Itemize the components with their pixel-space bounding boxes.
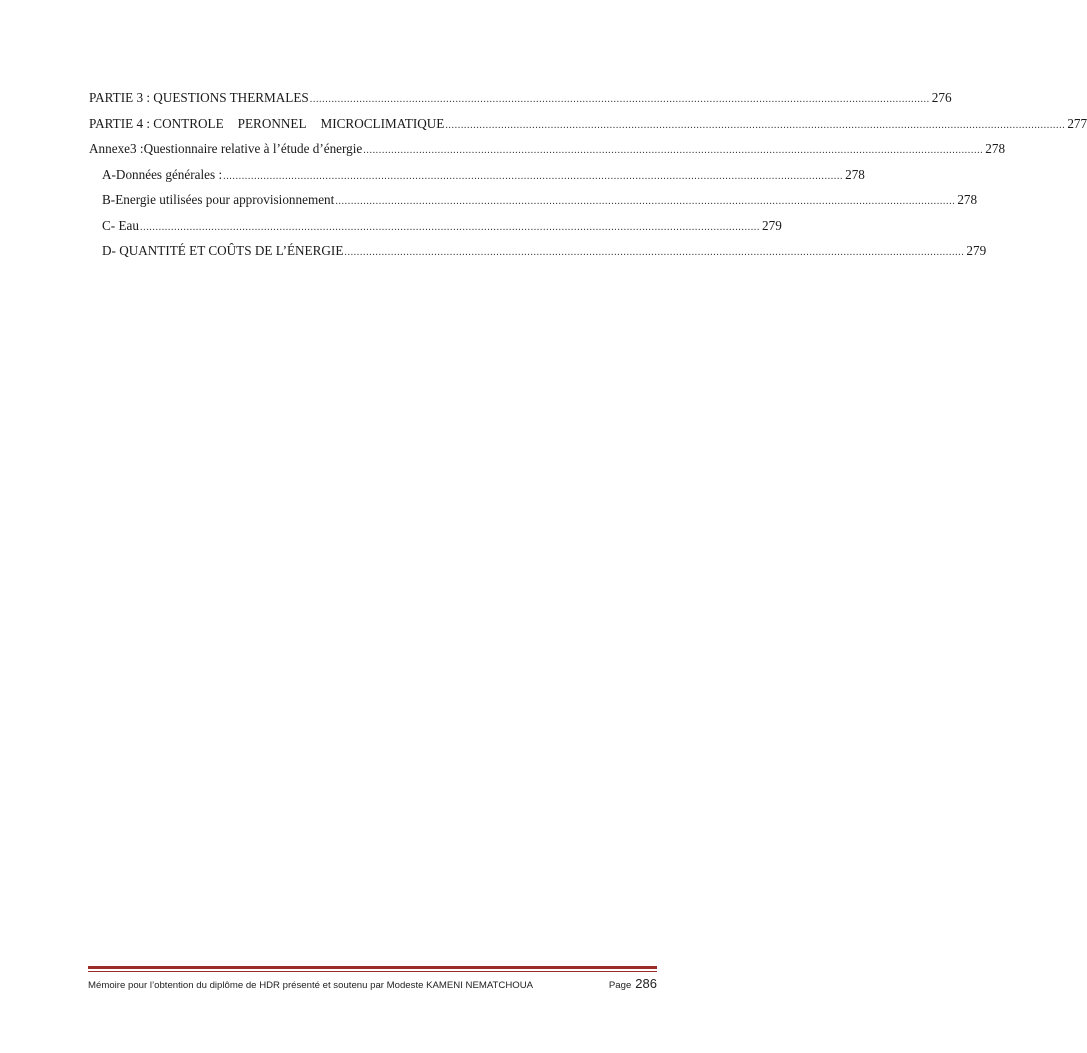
- footer-rule: [88, 966, 657, 969]
- toc-dot-leader: ........................................................................................................................................................................................................: [445, 119, 1066, 131]
- table-of-contents: [89, 88, 1087, 267]
- footer-page-number: 286: [635, 976, 657, 991]
- toc-dot-leader: ........................................................................................................................................................................................................: [344, 247, 965, 258]
- toc-entry-page: 278: [957, 192, 978, 207]
- page-footer: [88, 976, 657, 991]
- toc-entry-page: 278: [985, 141, 1006, 156]
- toc-entry-label: D- QUANTITÉ ET COÛTS DE L’ÉNERGIE: [102, 243, 344, 258]
- footer-page: [609, 976, 657, 991]
- toc-dot-leader: ........................................................................................................................................................................................................: [335, 196, 956, 207]
- toc-entry-label-part: PERONNEL: [237, 115, 307, 131]
- toc-entry[interactable]: [89, 139, 1006, 165]
- toc-entry[interactable]: [89, 88, 952, 114]
- toc-entry-page: 278: [845, 166, 865, 182]
- toc-dot-leader: ........................................................................................................................................................................................................: [223, 170, 844, 182]
- footer-rule-thin: [88, 971, 657, 972]
- toc-entry-label: [89, 114, 444, 134]
- toc-entry[interactable]: [89, 114, 1087, 140]
- toc-entry[interactable]: [89, 165, 865, 191]
- toc-entry-label: Annexe3 :Questionnaire relative à l’étude d’énergie: [89, 141, 363, 156]
- toc-entry[interactable]: [89, 241, 987, 267]
- toc-entry[interactable]: [89, 190, 978, 216]
- toc-entry-label-part: MICROCLIMATIQUE: [320, 115, 445, 131]
- toc-entry-label: A-Données générales :: [102, 166, 223, 182]
- footer-text: Mémoire pour l’obtention du diplôme de HDR présenté et soutenu par Modeste KAMENI NEMATCHOUA: [88, 980, 534, 991]
- toc-entry-label-part: PARTIE 4 : CONTROLE: [89, 115, 224, 131]
- toc-dot-leader: ........................................................................................................................................................................................................: [363, 145, 984, 156]
- toc-entry-page: 277: [1067, 115, 1087, 131]
- toc-dot-leader: ........................................................................................................................................................................................................: [309, 94, 930, 105]
- toc-entry-label: PARTIE 3 : QUESTIONS THERMALES: [89, 90, 309, 105]
- toc-entry-page: 279: [762, 217, 782, 233]
- toc-entry-page: 276: [931, 90, 952, 105]
- toc-entry[interactable]: [89, 216, 782, 242]
- toc-entry-page: 279: [966, 243, 987, 258]
- footer-page-label: Page: [608, 980, 632, 991]
- toc-entry-label: B-Energie utilisées pour approvisionnement: [102, 192, 335, 207]
- toc-entry-label: C- Eau: [102, 217, 139, 233]
- toc-dot-leader: ........................................................................................................................................................................................................: [140, 221, 760, 233]
